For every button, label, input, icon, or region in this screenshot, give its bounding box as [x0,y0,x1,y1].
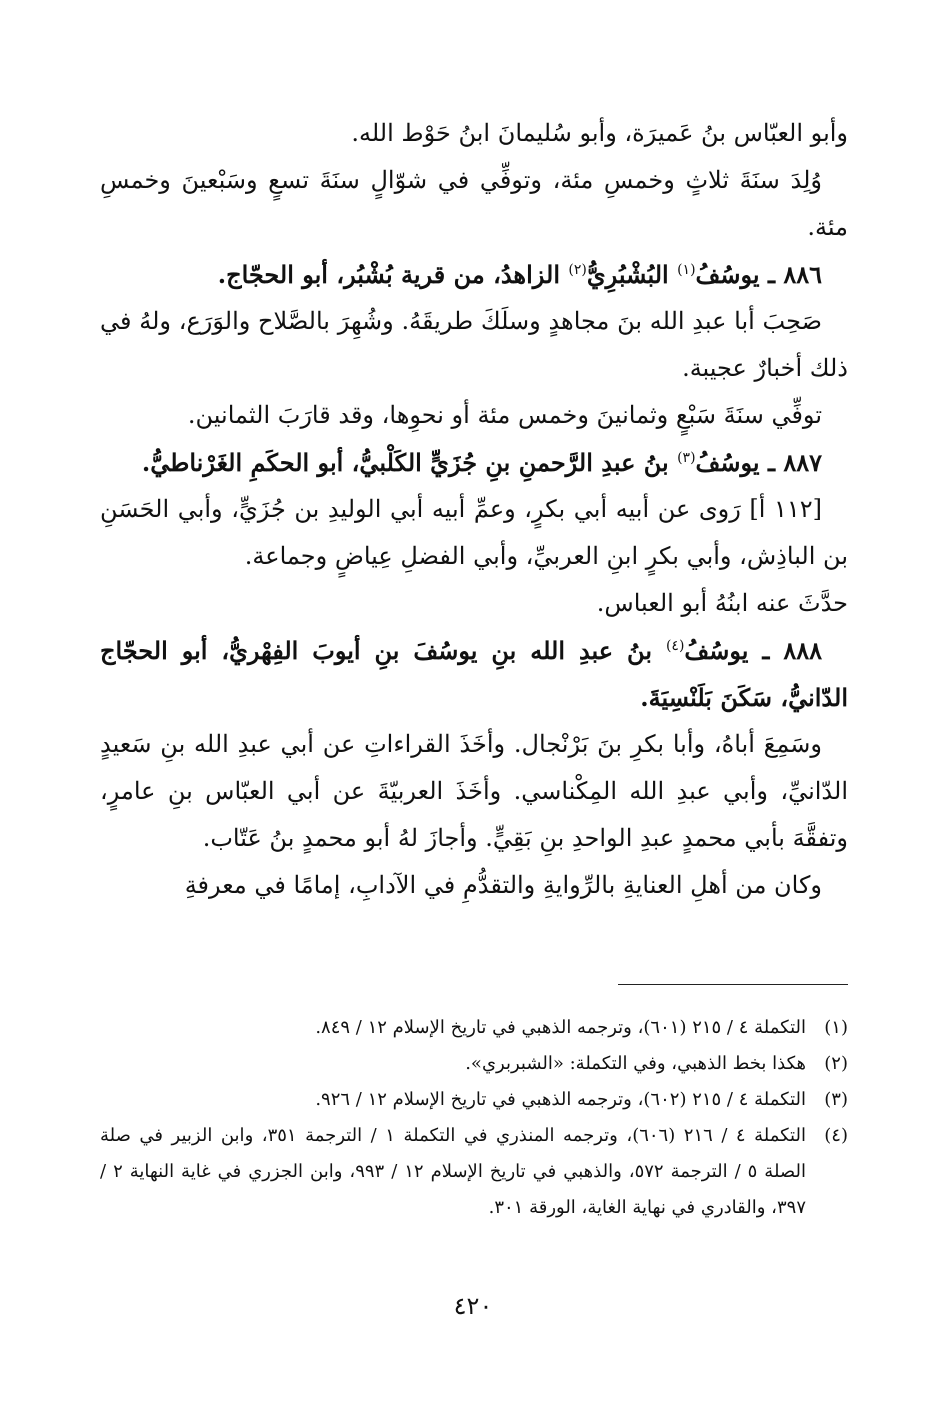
footnote-ref: (٣) [677,450,696,466]
footnote-number: (٢) [824,1053,848,1074]
page-number: ٤٢٠ [453,1292,493,1320]
paragraph-6: حدَّثَ عنه ابنُهُ أبو العباس. [596,589,848,617]
footnote-number: (٤) [824,1125,848,1146]
entry-888-heading [100,627,848,721]
entry-name: يوسُفُ [695,260,760,289]
paragraph-7: وسَمِعَ أباهُ، وأبا بكرِ بنَ بَرْنْجال. وأخَذَ القراءاتِ عن أبي عبدِ الله بنِ سَعيدٍ الدّانيِّ، وأبي عبدِ الله المِكْناسي. وأخَذَ العربيّةَ عن أبي العبّاس بنِ عامرٍ، وتفقَّهَ بأبي محمدٍ عبدِ الواحدِ بنِ بَقِيٍّ. وأجازَ لهُ أبو محمدٍ بنُ عَتّاب. [100,730,848,852]
footnote-ref: (٤) [665,638,685,654]
footnote-item [100,1010,848,1046]
footnote-item [100,1118,848,1226]
footnote-ref: (١) [677,262,696,278]
entry-nisba: البُشْبُرِيُّ [586,260,669,289]
footnote-number: (٣) [824,1089,848,1110]
footnote-text: التكملة ٤ / ٢١٦ (٦٠٦)، وترجمه المنذري في التكملة ١ / الترجمة ٣٥١، وابن الزبير في صلة الصلة ٥ / الترجمة ٥٧٢، والذهبي في تاريخ الإسلام ١٢ / ٩٩٣، وابن الجزري في غاية النهاية ٢ / ٣٩٧، والقادري في نهاية الغاية، الورقة ٣٠١. [100,1125,807,1218]
entry-number: ٨٨٧ ـ [767,448,822,477]
entry-name: يوسُفُ [695,448,760,477]
footnotes [100,1010,848,1226]
entry-name: يوسُفُ [684,636,749,665]
paragraph-3: صَحِبَ أبا عبدِ الله بنَ مجاهدٍ وسلَكَ طريقَهُ. وشُهِرَ بالصَّلاح والوَرَع، ولهُ في ذلك أخبارٌ عجيبة. [100,307,848,382]
paragraph-8: وكان من أهلِ العنايةِ بالرِّوايةِ والتقدُّمِ في الآدابِ، إمامًا في معرفةِ [184,871,822,899]
entry-number: ٨٨٨ ـ [762,636,823,665]
entry-rest: بنُ عبدِ الله بنِ يوسُفَ بنِ أيوبَ الفِهْريُّ، أبو الحجّاج الدّانيُّ، سَكَنَ بَلَنْسِيَةَ. [100,636,848,712]
footnote-text: التكملة ٤ / ٢١٥ (٦٠٢)، وترجمه الذهبي في تاريخ الإسلام ١٢ / ٩٢٦. [315,1089,806,1110]
footnote-text: التكملة ٤ / ٢١٥ (٦٠١)، وترجمه الذهبي في تاريخ الإسلام ١٢ / ٨٤٩. [315,1017,806,1038]
footnote-item [100,1082,848,1118]
paragraph-2: وُلِدَ سنَةَ ثلاثٍ وخمسِ مئة، وتوفِّي في شوّالٍ سنَةَ تسعٍ وسَبْعينَ وخمسِ مئة. [100,166,848,241]
paragraph-1: وأبو العبّاس بنُ عَميرَة، وأبو سُليمانَ ابنُ حَوْط الله. [351,119,848,147]
footnote-text: هكذا بخط الذهبي، وفي التكملة: «الشبربري». [465,1053,806,1074]
paragraph-4: توفِّي سنَةَ سَبْعٍ وثمانينَ وخمس مئة أو نحوِها، وقد قارَبَ الثمانين. [187,401,822,429]
footnote-number: (١) [824,1017,848,1038]
page-body [100,110,848,909]
entry-number: ٨٨٦ ـ [767,260,822,289]
entry-rest: الزاهدُ، من قرية بُشْبُر، أبو الحجّاج. [217,260,560,289]
entry-887-heading [100,439,848,486]
entry-rest: بنُ عبدِ الرَّحمنِ بنِ جُزَيٍّ الكَلْبيُّ، أبو الحكَمِ الغَرْناطيُّ. [141,448,669,477]
entry-886-heading [100,251,848,298]
footnote-ref: (٢) [568,262,587,278]
footnote-item [100,1046,848,1082]
paragraph-5: [١١٢ أ] رَوى عن أبيه أبي بكرٍ، وعمِّ أبيه أبي الوليدِ بن جُزَيٍّ، وأبي الحَسَنِ بن الباذِش، وأبي بكرٍ ابنِ العربيِّ، وأبي الفضلِ عِياضٍ وجماعة. [100,495,848,570]
footnote-divider [618,984,848,985]
